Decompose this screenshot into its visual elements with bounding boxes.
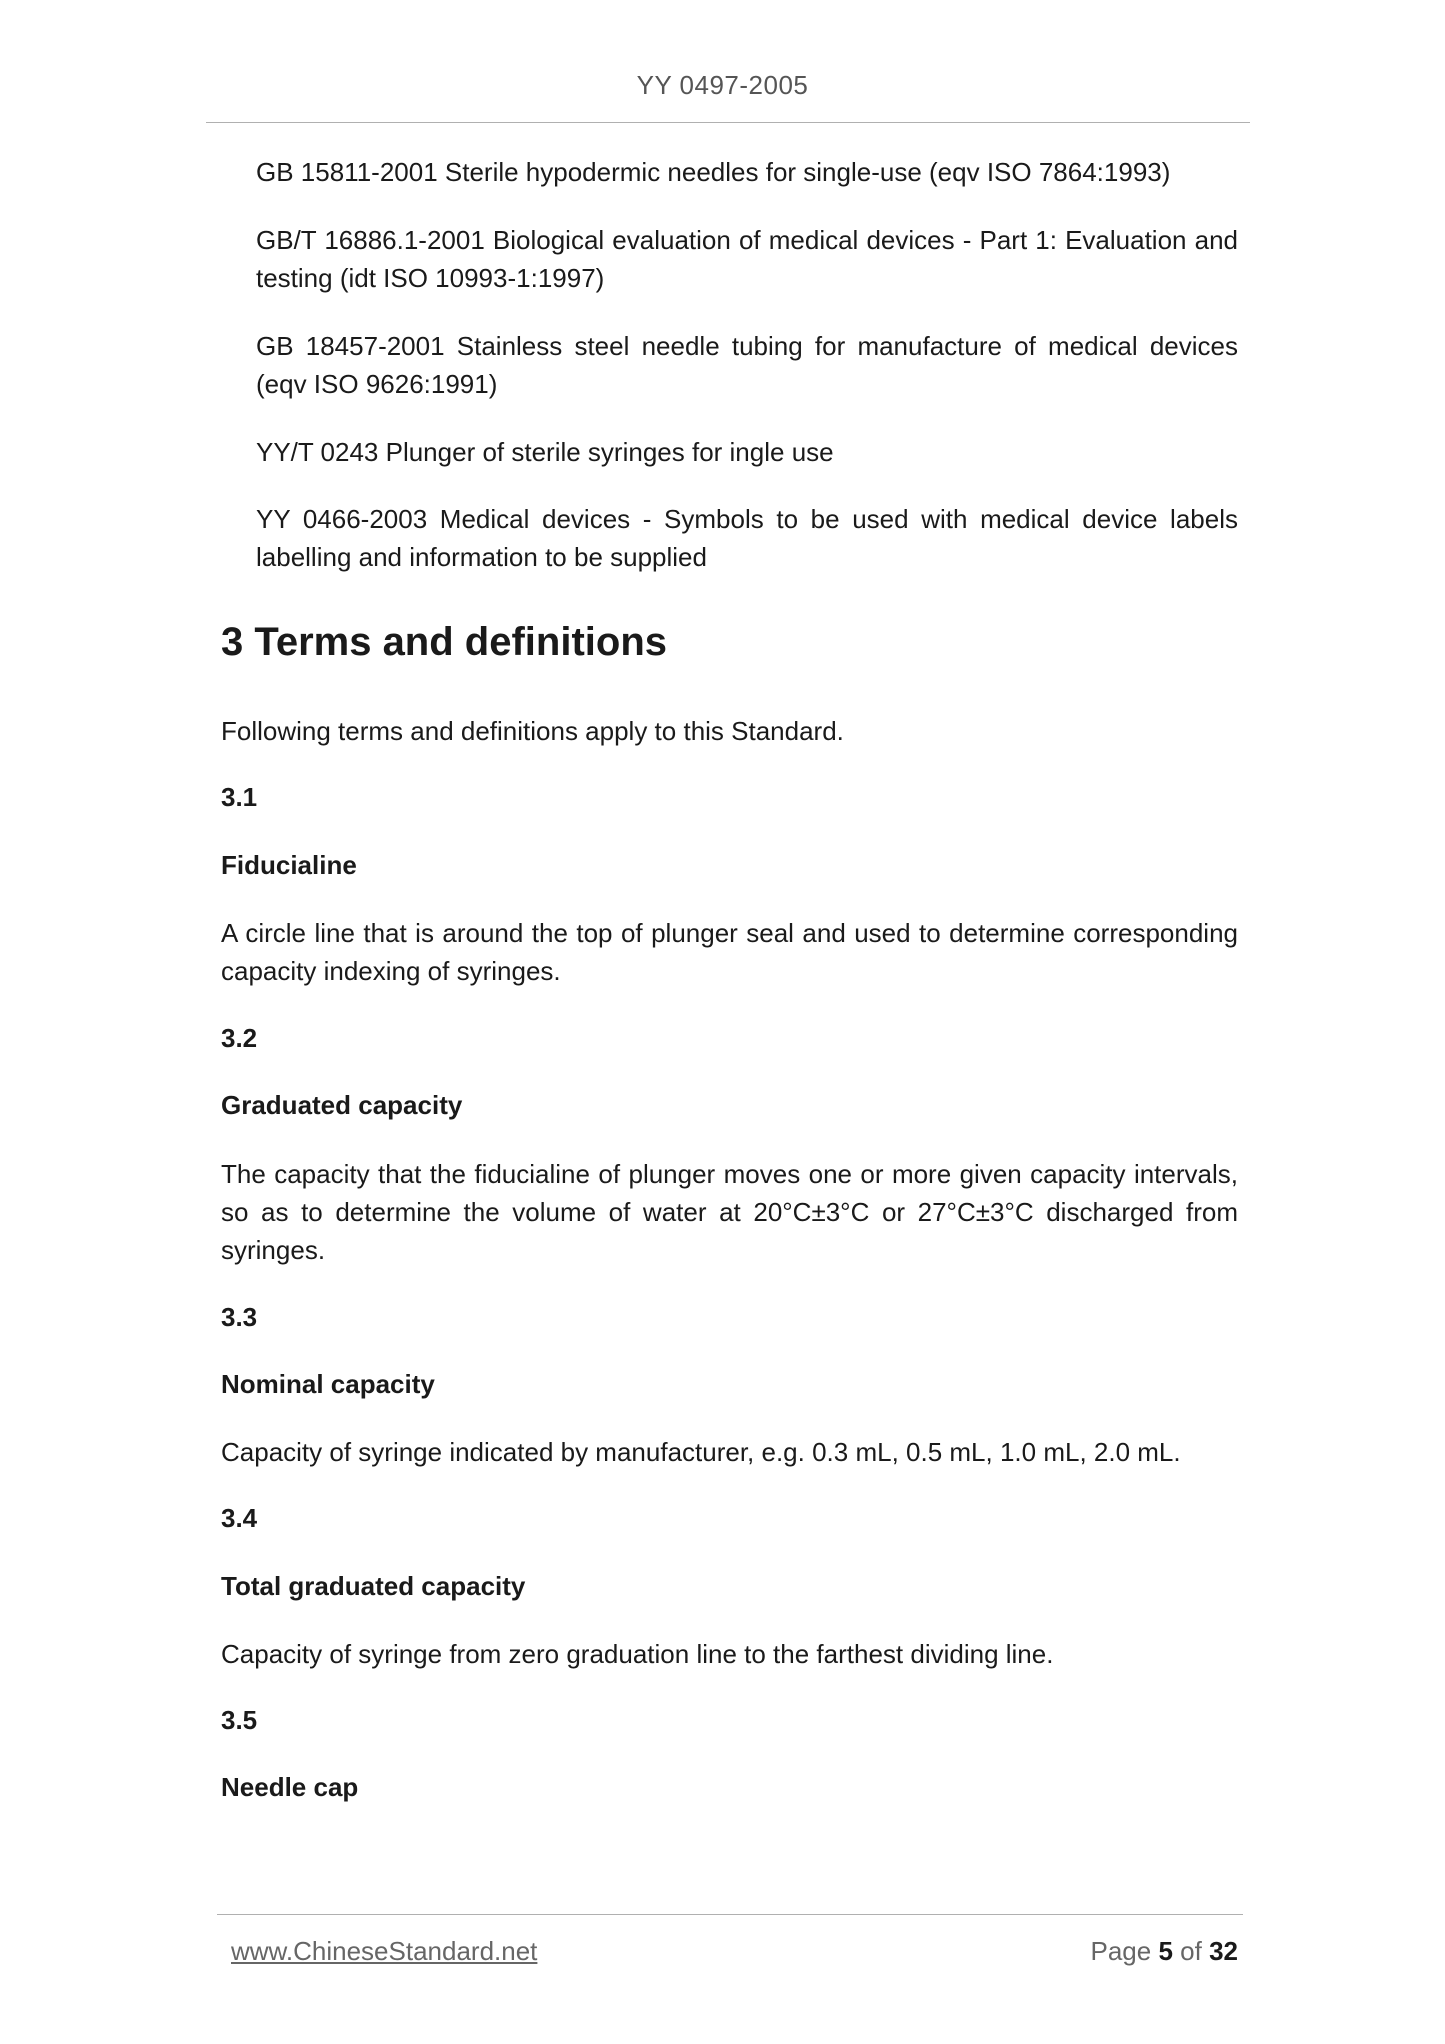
footer-divider (217, 1914, 1243, 1915)
page-total: 32 (1209, 1936, 1238, 1966)
term-title: Total graduated capacity (221, 1571, 526, 1601)
term-number: 3.1 (221, 782, 258, 812)
page-current: 5 (1158, 1936, 1173, 1966)
term-number: 3.4 (221, 1503, 258, 1533)
page-header-title: YY 0497-2005 (636, 70, 809, 100)
header-divider (206, 122, 1250, 123)
section-intro: Following terms and definitions apply to this Standard. (221, 716, 844, 746)
term-title: Graduated capacity (221, 1090, 463, 1120)
reference-item: GB/T 16886.1-2001 Biological evaluation of medical devices - Part 1: Evaluation and testing (idt ISO 10993-1:1997) (256, 225, 1238, 293)
term-title: Nominal capacity (221, 1369, 435, 1399)
term-definition: A circle line that is around the top of plunger seal and used to determine corresponding capacity indexing of syringes. (221, 918, 1238, 986)
page-of: of (1180, 1936, 1202, 1966)
term-number: 3.5 (221, 1705, 258, 1735)
page-indicator (1090, 1936, 1238, 1967)
term-title: Fiducialine (221, 850, 357, 880)
footer-site-link[interactable]: www.ChineseStandard.net (231, 1936, 538, 1966)
reference-item: YY/T 0243 Plunger of sterile syringes for ingle use (256, 437, 834, 467)
term-title: Needle cap (221, 1772, 359, 1802)
term-number: 3.2 (221, 1023, 258, 1053)
reference-item: GB 15811-2001 Sterile hypodermic needles for single-use (eqv ISO 7864:1993) (256, 157, 1171, 187)
term-definition: The capacity that the fiducialine of plunger moves one or more given capacity intervals, so as to determine the volume of water at 20°C±3°C or 27°C±3°C discharged from syringes. (221, 1159, 1238, 1265)
term-definition: Capacity of syringe indicated by manufacturer, e.g. 0.3 mL, 0.5 mL, 1.0 mL, 2.0 mL. (221, 1437, 1181, 1467)
reference-item: GB 18457-2001 Stainless steel needle tubing for manufacture of medical devices (eqv ISO 9626:1991) (256, 331, 1238, 399)
page-prefix: Page (1090, 1936, 1152, 1966)
term-number: 3.3 (221, 1302, 258, 1332)
term-definition: Capacity of syringe from zero graduation line to the farthest dividing line. (221, 1639, 1054, 1669)
reference-item: YY 0466-2003 Medical devices - Symbols to be used with medical device labels labelling and information to be supplied (256, 504, 1238, 572)
section-heading: 3 Terms and definitions (221, 620, 667, 664)
